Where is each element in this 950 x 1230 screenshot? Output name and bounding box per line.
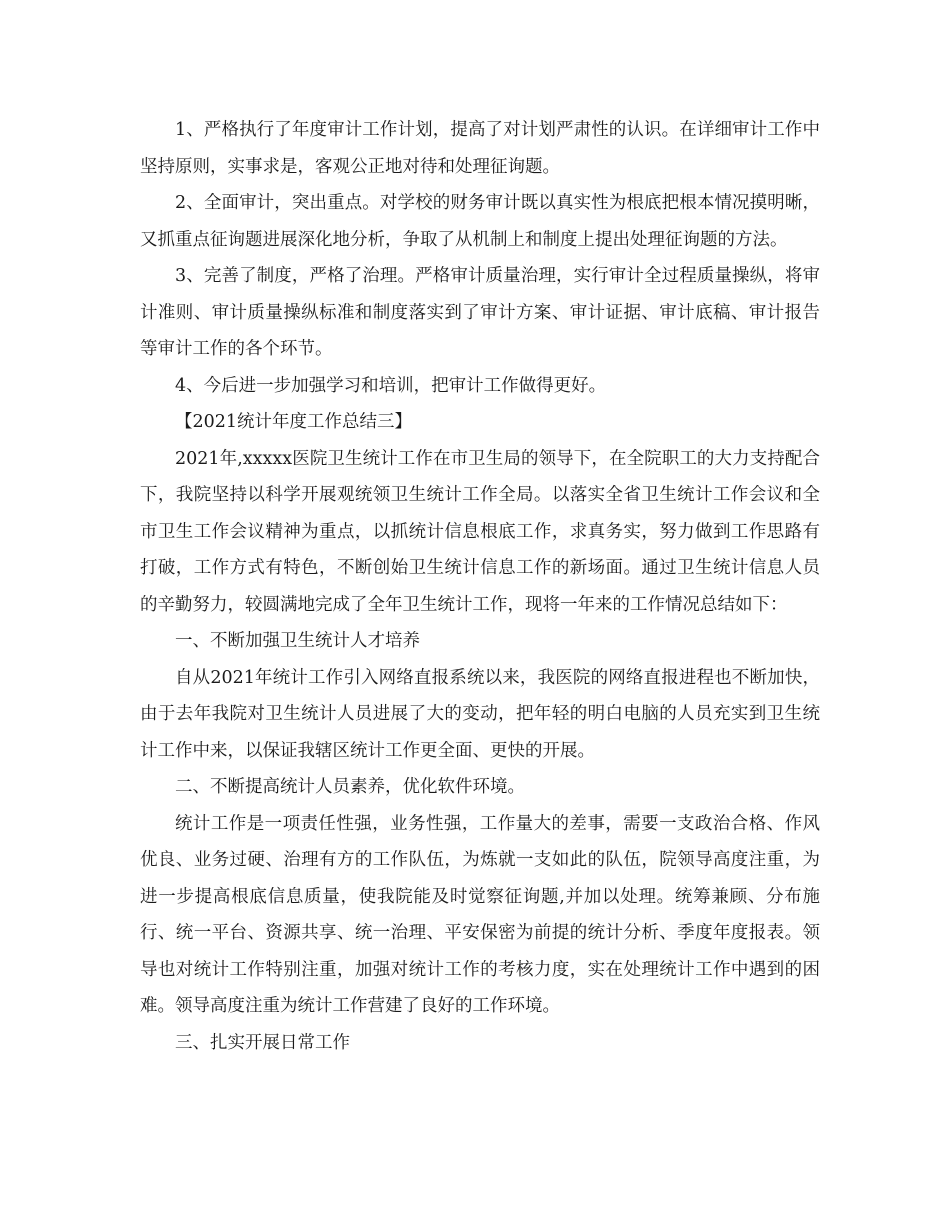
item-4-paragraph: 4、今后进一步加强学习和培训，把审计工作做得更好。 [175, 375, 607, 396]
item-1-paragraph: 1、严格执行了年度审计工作计划，提高了对计划严肃性的认识。在详细审计工作中坚持原则，实事求是，客观公正地对待和处理征询题。 [140, 120, 820, 177]
item-3-paragraph: 3、完善了制度，严格了治理。严格审计质量治理，实行审计全过程质量操纵，将审计准则、审计质量操纵标准和制度落实到了审计方案、审计证据、审计底稿、审计报告等审计工作的各个环节。 [140, 266, 820, 359]
intro-paragraph: 2021年,xxxxx医院卫生统计工作在市卫生局的领导下，在全院职工的大力支持配合下，我院坚持以科学开展观统领卫生统计工作全局。以落实全省卫生统计工作会议和全市卫生工作会议精神为重点，以抓统计信息根底工作，求真务实，努力做到工作思路有打破，工作方式有特色，不断创始卫生统计信息工作的新场面。通过卫生统计信息人员的辛勤努力，较圆满地完成了全年卫生统计工作，现将一年来的工作情况总结如下： [140, 448, 820, 615]
section-title: 【2021统计年度工作总结三】 [175, 412, 413, 432]
item-2-paragraph: 2、全面审计，突出重点。对学校的财务审计既以真实性为根底把根本情况摸明晰，又抓重点征询题进展深化地分析，争取了从机制上和制度上提出处理征询题的方法。 [140, 193, 820, 250]
subheading-2: 二、不断提高统计人员素养，优化软件环境。 [175, 777, 525, 797]
subsection-1-paragraph: 自从2021年统计工作引入网络直报系统以来，我医院的网络直报进程也不断加快，由于去年我院对卫生统计人员进展了大的变动，把年轻的明白电脑的人员充实到卫生统计工作中来，以保证我辖区统计工作更全面、更快的开展。 [140, 667, 820, 761]
subheading-1: 一、不断加强卫生统计人才培养 [175, 631, 420, 651]
subsection-2-paragraph: 统计工作是一项责任性强，业务性强，工作量大的差事，需要一支政治合格、作风优良、业务过硬、治理有方的工作队伍，为炼就一支如此的队伍，院领导高度注重，为进一步提高根底信息质量，使我院能及时觉察征询题,并加以处理。统筹兼顾、分布施行、统一平台、资源共享、统一治理、平安保密为前提的统计分析、季度年度报表。领导也对统计工作特别注重，加强对统计工作的考核力度，实在处理统计工作中遇到的困难。领导高度注重为统计工作营建了良好的工作环境。 [140, 813, 820, 1016]
subheading-3: 三、扎实开展日常工作 [175, 1032, 350, 1053]
document-body [140, 112, 820, 1061]
